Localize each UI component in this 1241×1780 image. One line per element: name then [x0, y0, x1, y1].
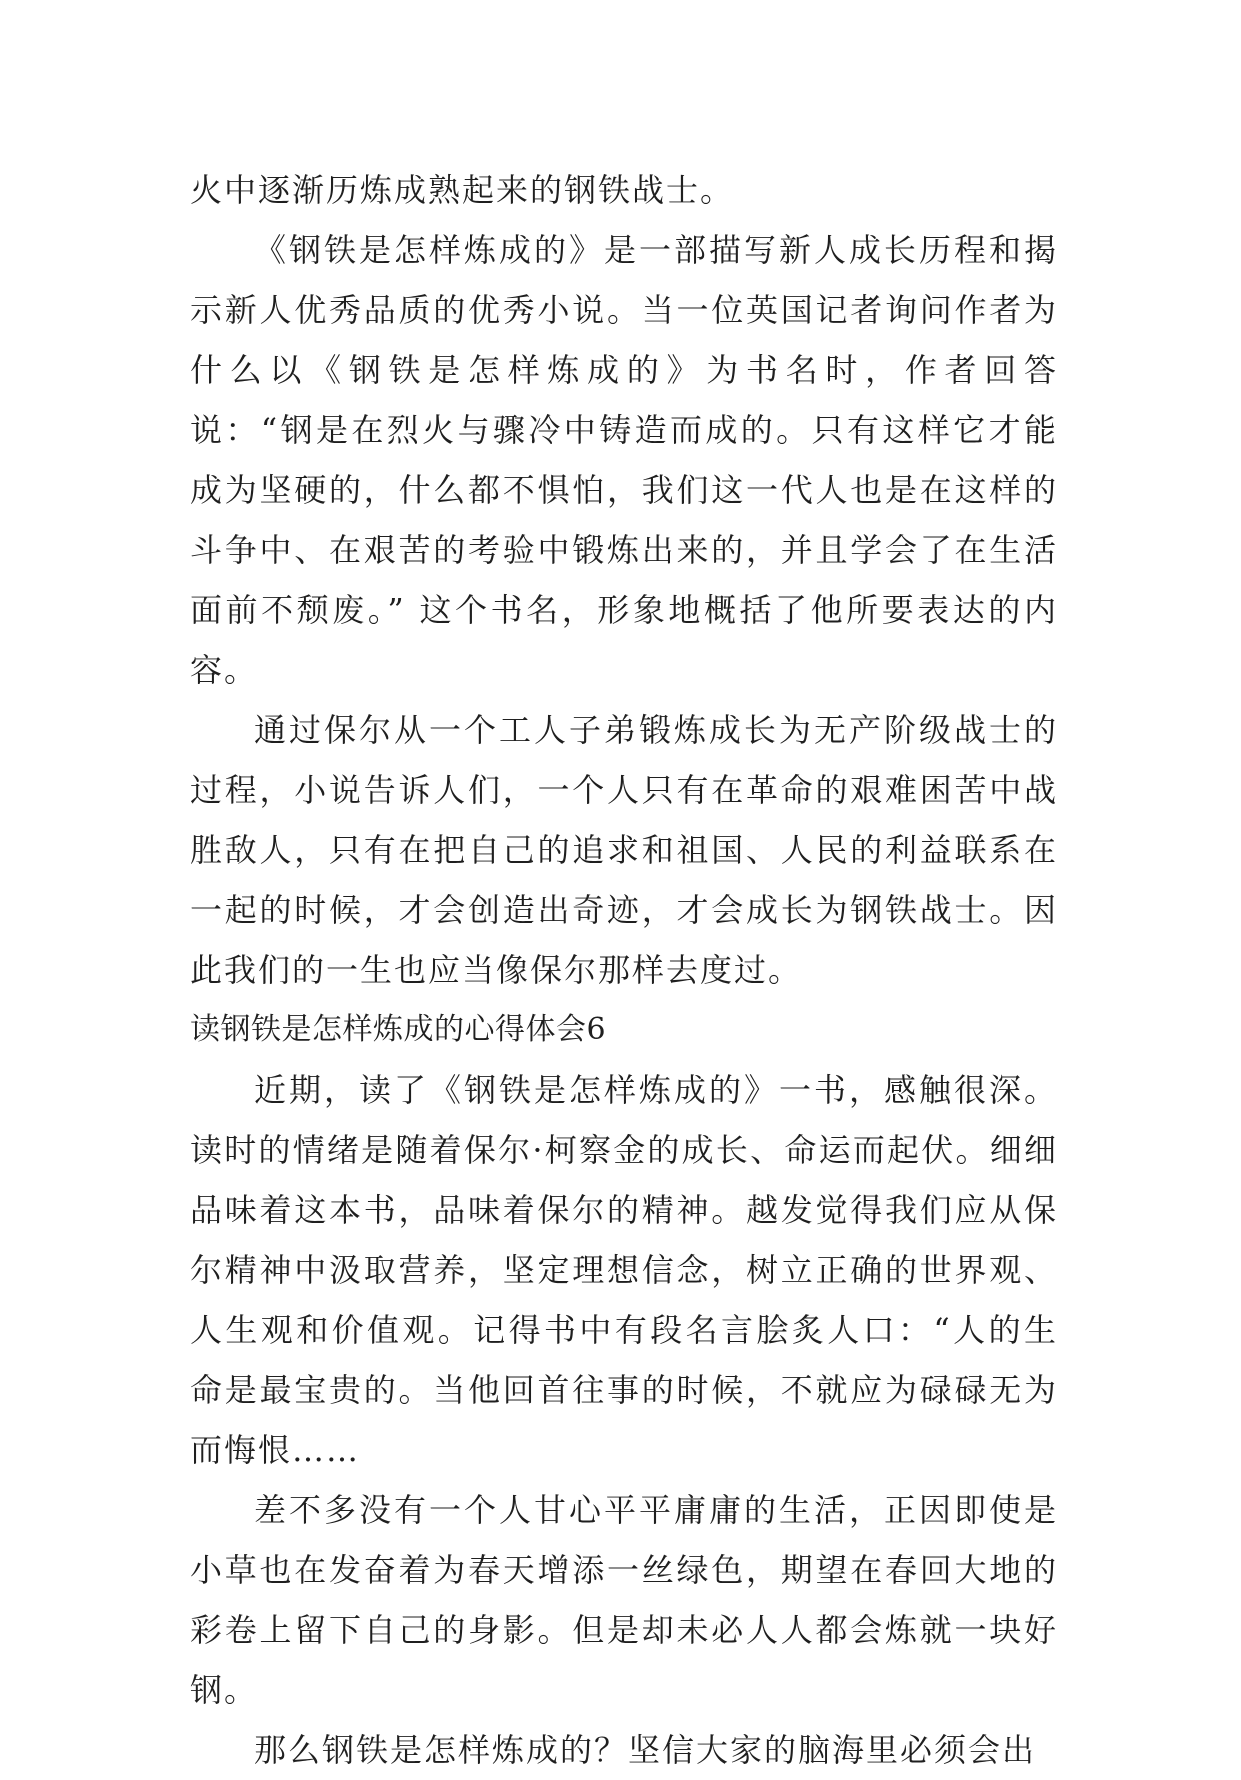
paragraph-how-steel-made: 那么钢铁是怎样炼成的？坚信大家的脑海里必须会出 [254, 1731, 1037, 1769]
paragraph-book-title-explanation: 《钢铁是怎样炼成的》是一部描写新人成长历程和揭示新人优秀品质的优秀小说。当一位英国记者询问作者为什么以《钢铁是怎样炼成的》为书名时，作者回答说：“钢是在烈火与骤冷中铸造而成的。只有这样它才能成为坚硬的，什么都不惧怕，我们这一代人也是在这样的斗争中、在艰苦的考验中锻炼出来的，并且学会了在生活面前不颓废。” 这个书名，形象地概括了他所要表达的内容。 [190, 231, 1058, 689]
document-body [190, 160, 1058, 1780]
section-heading: 读钢铁是怎样炼成的心得体会6 [190, 1012, 607, 1047]
paragraph-paul-growth: 通过保尔从一个工人子弟锻炼成长为无产阶级战士的过程，小说告诉人们，一个人只有在革命的艰难困苦中战胜敌人，只有在把自己的追求和祖国、人民的利益联系在一起的时候，才会创造出奇迹，才会成长为钢铁战士。因此我们的一生也应当像保尔那样去度过。 [190, 711, 1058, 989]
paragraph-continuation: 火中逐渐历炼成熟起来的钢铁战士。 [190, 171, 735, 209]
paragraph-ordinary-life: 差不多没有一个人甘心平平庸庸的生活，正因即使是小草也在发奋着为春天增添一丝绿色，期望在春回大地的彩卷上留下自己的身影。但是却未必人人都会炼就一块好钢。 [190, 1491, 1058, 1709]
paragraph-reading-impression: 近期，读了《钢铁是怎样炼成的》一书，感触很深。读时的情绪是随着保尔·柯察金的成长、命运而起伏。细细品味着这本书，品味着保尔的精神。越发觉得我们应从保尔精神中汲取营养，坚定理想信念，树立正确的世界观、人生观和价值观。记得书中有段名言脍炙人口：“人的生命是最宝贵的。当他回首往事的时候，不就应为碌碌无为而悔恨…… [190, 1071, 1058, 1469]
